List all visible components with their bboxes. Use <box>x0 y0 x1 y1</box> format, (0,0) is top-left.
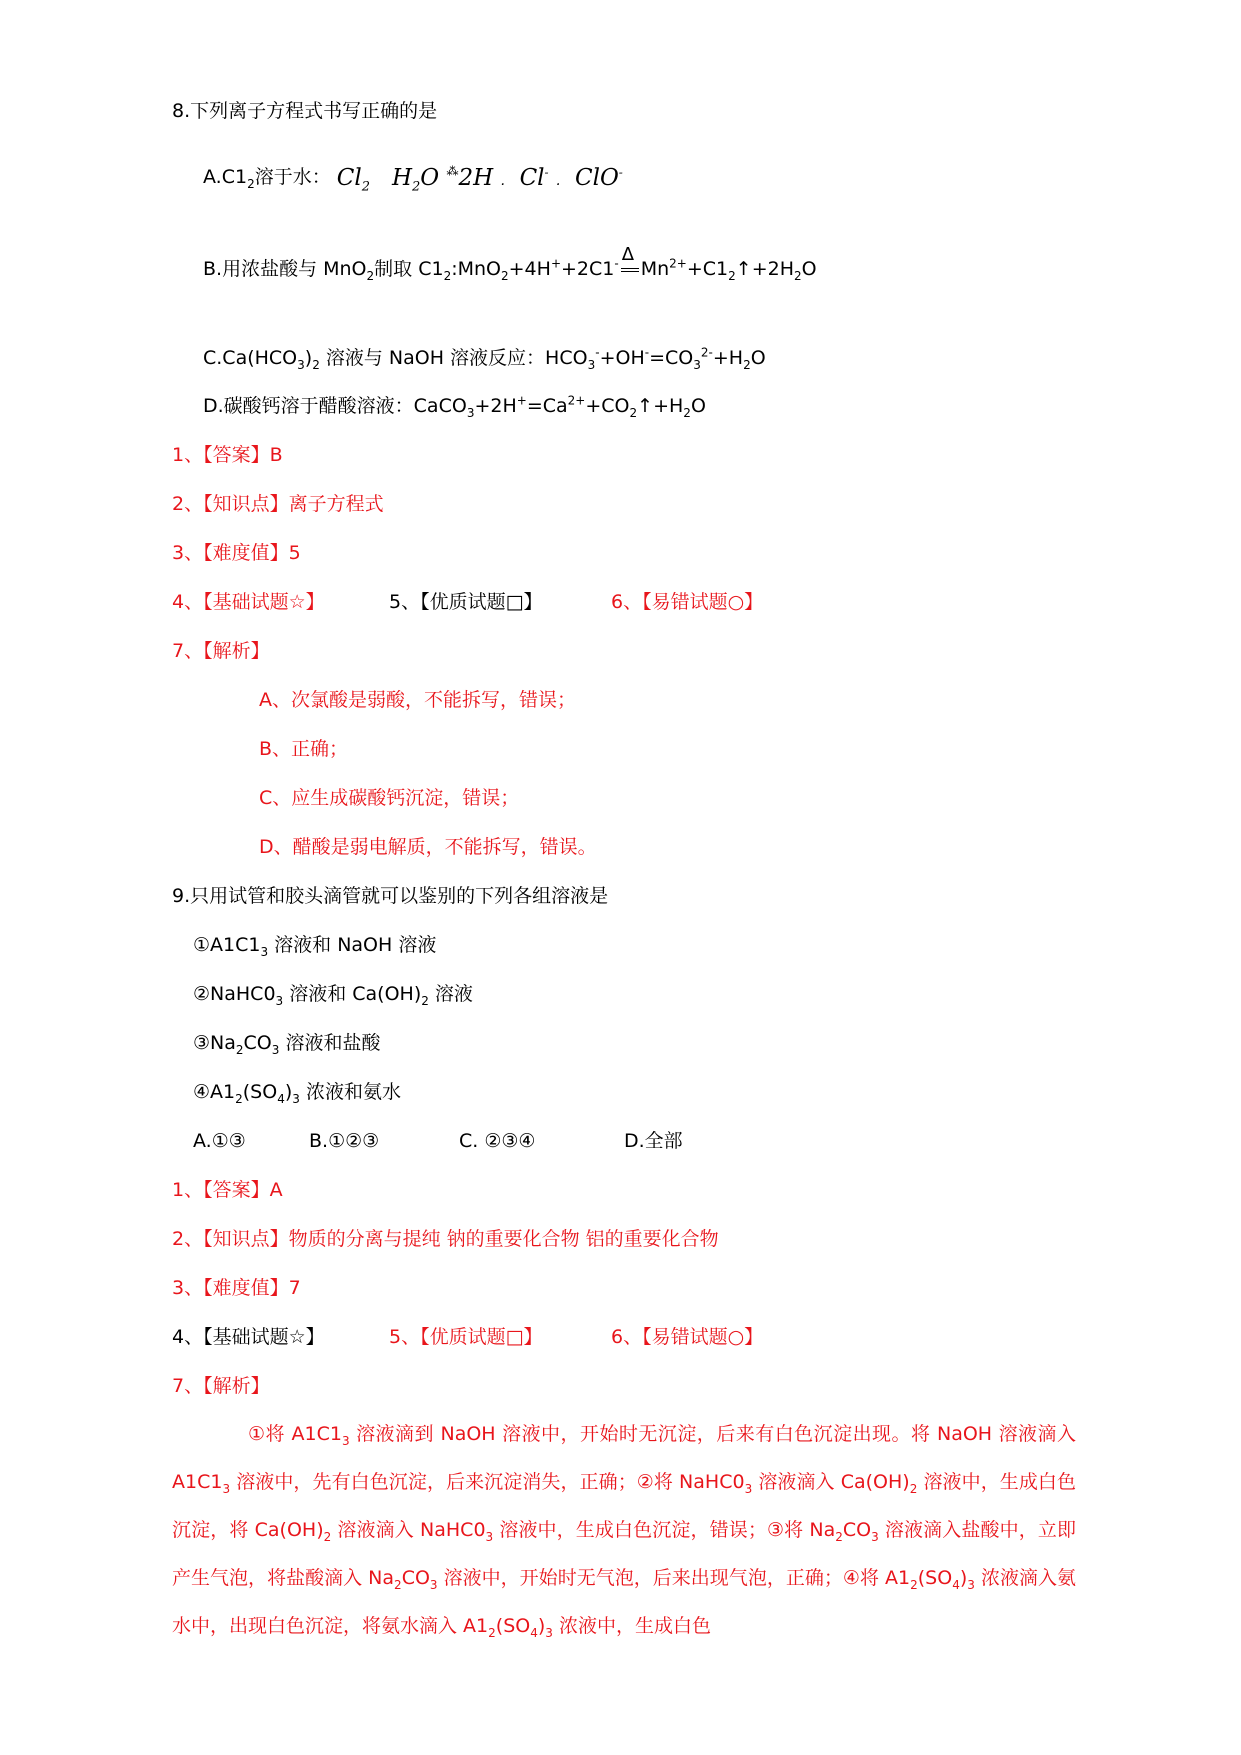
q8-tag-basic: 4、【基础试题☆】 <box>172 591 325 613</box>
q9-item: $②NaHC0_3$ 溶液和 $Ca(OH)_2$ 溶液 <box>193 983 473 1008</box>
q9-answer: 1、【答案】A <box>172 1179 283 1201</box>
q9-tag-basic: 4、【基础试题☆】 <box>172 1326 325 1348</box>
q9-analysis-title: 7、【解析】 <box>172 1375 270 1397</box>
q9-tag-quality: 5、【优质试题□】 <box>389 1326 543 1348</box>
equation-image: $Cl_2$ $H_2O$ ⁂2H . Cl- . ClO- <box>336 164 623 195</box>
q8-difficulty: 3、【难度值】5 <box>172 542 301 564</box>
question-8-stem: 8.下列离子方程式书写正确的是 <box>172 100 438 122</box>
q9-choice: B.①②③ <box>309 1130 380 1152</box>
q9-knowledge: 2、【知识点】物质的分离与提纯 钠的重要化合物 铝的重要化合物 <box>172 1228 719 1250</box>
option-a: $A.C1_2$溶于水： $Cl_2$ $H_2O$ ⁂2H . Cl- . ClO- <box>203 164 623 195</box>
q8-answer: 1、【答案】B <box>172 444 283 466</box>
q9-tag-error: 6、【易错试题○】 <box>611 1326 764 1348</box>
q8-analysis-item: B、正确； <box>259 738 349 760</box>
q8-tag-quality: 5、【优质试题□】 <box>389 591 543 613</box>
q9-analysis-paragraph: ①将 $A1C1_3$ 溶液滴到 NaOH 溶液中，开始时无沉淀，后来有白色沉淀出现。将 NaOH 溶液滴入 $A1C1_3$ 溶液中，先有白色沉淀，后来沉淀消失，正确；②将 $NaHC0_3$ 溶液滴入 $Ca(OH)_2$ 溶液中，生成白色沉淀，将 $Ca(OH)_2$ 溶液滴入 $NaHC0_3$ 溶液中，生成白色沉淀，错误；③将 $Na_2CO_3$ 溶液滴入盐酸中，立即产生气泡，将盐酸滴入 $Na_2CO_3$ 溶液中，开始时无气泡，后来出现气泡，正确；④将 $A1_2(SO_4)_3$ 浓液滴入氨水中，出现白色沉淀，将氨水滴入 $A1_2(SO_4)_3$ 浓液中，生成白色 <box>172 1423 1076 1640</box>
q8-knowledge: 2、【知识点】离子方程式 <box>172 493 384 515</box>
q8-analysis-title: 7、【解析】 <box>172 640 270 662</box>
q8-analysis-item: D、醋酸是弱电解质，不能拆写，错误。 <box>259 836 597 858</box>
q9-item: $①A1C1_3$ 溶液和 NaOH 溶液 <box>193 934 437 959</box>
q8-analysis-item: A、次氯酸是弱酸，不能拆写，错误； <box>259 689 576 711</box>
q8-tag-error: 6、【易错试题○】 <box>611 591 764 613</box>
q9-choice: A.①③ <box>193 1130 246 1152</box>
heat-arrow: Δ <box>619 256 641 282</box>
q9-choice: D.全部 <box>624 1130 683 1152</box>
option-d: D.碳酸钙溶于醋酸溶液：$CaCO_3+2H^+=Ca^{2+}+CO_2↑+H_2O$ <box>203 393 706 420</box>
q9-item: $③Na_2CO_3$ 溶液和盐酸 <box>193 1032 381 1057</box>
option-b: B.用浓盐酸与 MnO$_2$制取 $C1_2:MnO_2+4H^++2C1^-$ Δ $Mn^{2+}+C1_2↑+2H_2O$ <box>203 244 817 283</box>
q9-item: $④A1_2(SO_4)_3$ 浓液和氨水 <box>193 1081 401 1106</box>
q9-difficulty: 3、【难度值】7 <box>172 1277 301 1299</box>
q8-analysis-item: C、应生成碳酸钙沉淀，错误； <box>259 787 520 809</box>
option-c: $C.Ca(HCO_3)_2$ 溶液与 NaOH 溶液反应：$HCO_3^-+OH^-=CO_3^{2-}+H_2O$ <box>203 345 766 372</box>
q9-choice: C. ②③④ <box>459 1130 536 1152</box>
question-9-stem: 9.只用试管和胶头滴管就可以鉴别的下列各组溶液是 <box>172 885 609 907</box>
